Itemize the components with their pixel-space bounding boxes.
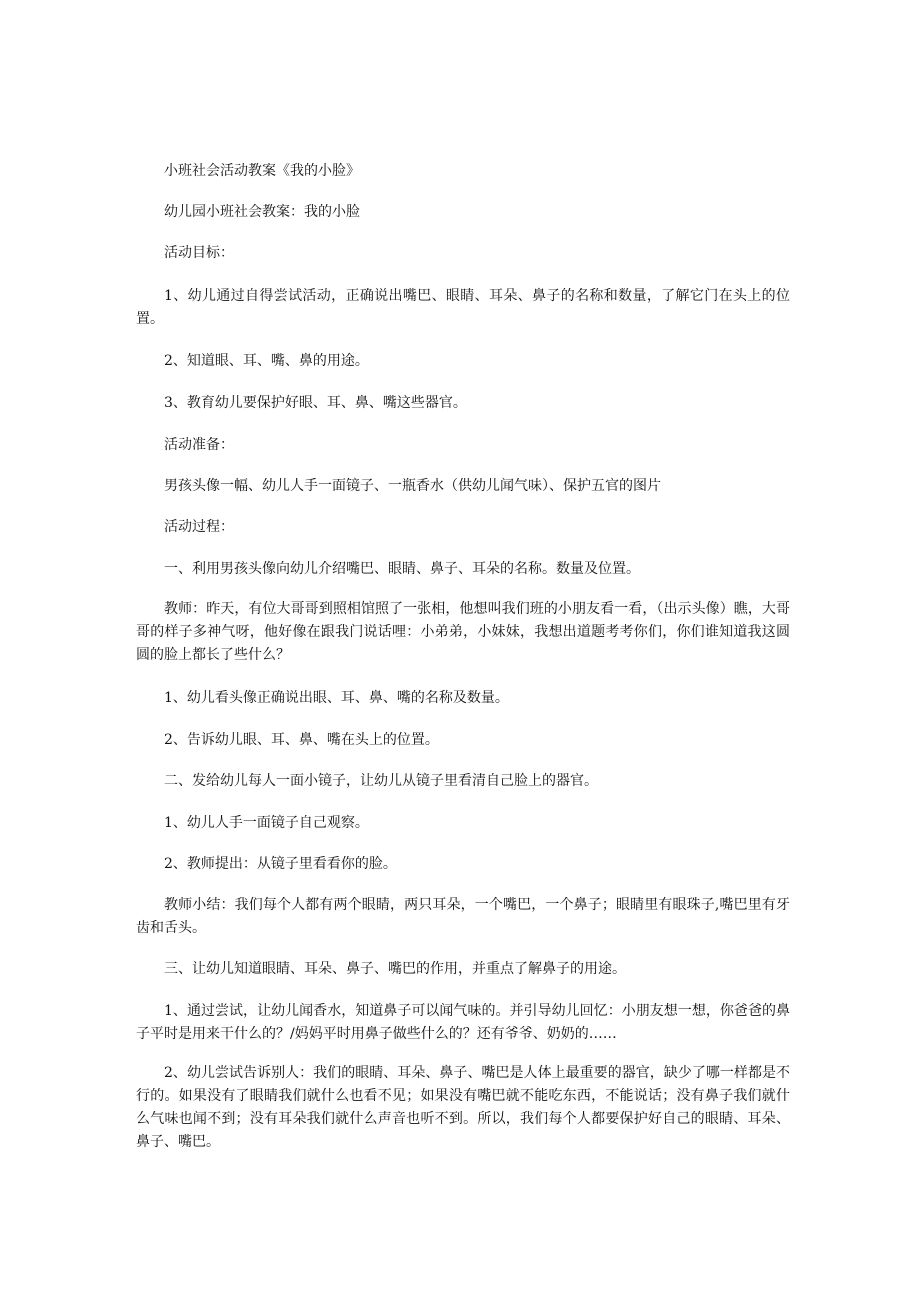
document-title: 小班社会活动教案《我的小脸》 — [164, 163, 360, 179]
step-1-item-1: 1、幼儿看头像正确说出眼、耳、鼻、嘴的名称及数量。 — [164, 690, 509, 706]
objectives-heading: 活动目标： — [164, 245, 234, 261]
step-2-heading: 二、发给幼儿每人一面小镜子，让幼儿从镜子里看清自己脸上的器官。 — [164, 773, 598, 789]
objective-1: 1、幼儿通过自得尝试活动，正确说出嘴巴、眼睛、耳朵、鼻子的名称和数量，了解它门在头上的位置。 — [136, 288, 790, 327]
objective-2: 2、知道眼、耳、嘴、鼻的用途。 — [164, 353, 369, 369]
step-3-item-2: 2、幼儿尝试告诉别人：我们的眼睛、耳朵、鼻子、嘴巴是人体上最重要的器官，缺少了哪一样都是不行的。如果没有了眼睛我们就什么也看不见；如果没有嘴巴就不能吃东西，不能说话；没有鼻子我们就什么气味也闻不到；没有耳朵我们就什么声音也听不到。所以，我们每个人都要保护好自己的眼睛、耳朵、鼻子、嘴巴。 — [136, 1065, 790, 1150]
preparation-heading: 活动准备： — [164, 437, 234, 453]
objective-3: 3、教育幼儿要保护好眼、耳、鼻、嘴这些器官。 — [164, 395, 467, 411]
step-2-summary: 教师小结：我们每个人都有两个眼睛，两只耳朵，一个嘴巴，一个鼻子；眼睛里有眼珠子,嘴巴里有牙齿和舌头。 — [136, 897, 790, 936]
step-1-item-2: 2、告诉幼儿眼、耳、鼻、嘴在头上的位置。 — [164, 732, 439, 748]
step-1-teacher-text: 教师：昨天，有位大哥哥到照相馆照了一张相，他想叫我们班的小朋友看一看，（出示头像）瞧，大哥哥的样子多神气呀，他好像在跟我门说话哩：小弟弟，小妹妹，我想出道题考考你们，你们谁知道我这圆圆的脸上都长了些什么？ — [136, 601, 790, 663]
preparation-text: 男孩头像一幅、幼儿人手一面镜子、一瓶香水（供幼儿闻气味）、保护五官的图片 — [164, 478, 661, 494]
process-heading: 活动过程： — [164, 519, 234, 535]
step-3-item-1: 1、通过尝试，让幼儿闻香水，知道鼻子可以闻气味的。并引导幼儿回忆：小朋友想一想，你爸爸的鼻子平时是用来干什么的？/妈妈平时用鼻子做些什么的？还有爷爷、奶奶的…… — [136, 1003, 790, 1042]
step-2-item-1: 1、幼儿人手一面镜子自己观察。 — [164, 815, 369, 831]
step-1-heading: 一、利用男孩头像向幼儿介绍嘴巴、眼睛、鼻子、耳朵的名称。数量及位置。 — [164, 561, 640, 577]
step-2-item-2: 2、教师提出：从镜子里看看你的脸。 — [164, 856, 397, 872]
document-page — [136, 160, 790, 1154]
step-3-heading: 三、让幼儿知道眼睛、耳朵、鼻子、嘴巴的作用，并重点了解鼻子的用途。 — [164, 961, 626, 977]
document-subtitle: 幼儿园小班社会教案：我的小脸 — [164, 204, 360, 220]
